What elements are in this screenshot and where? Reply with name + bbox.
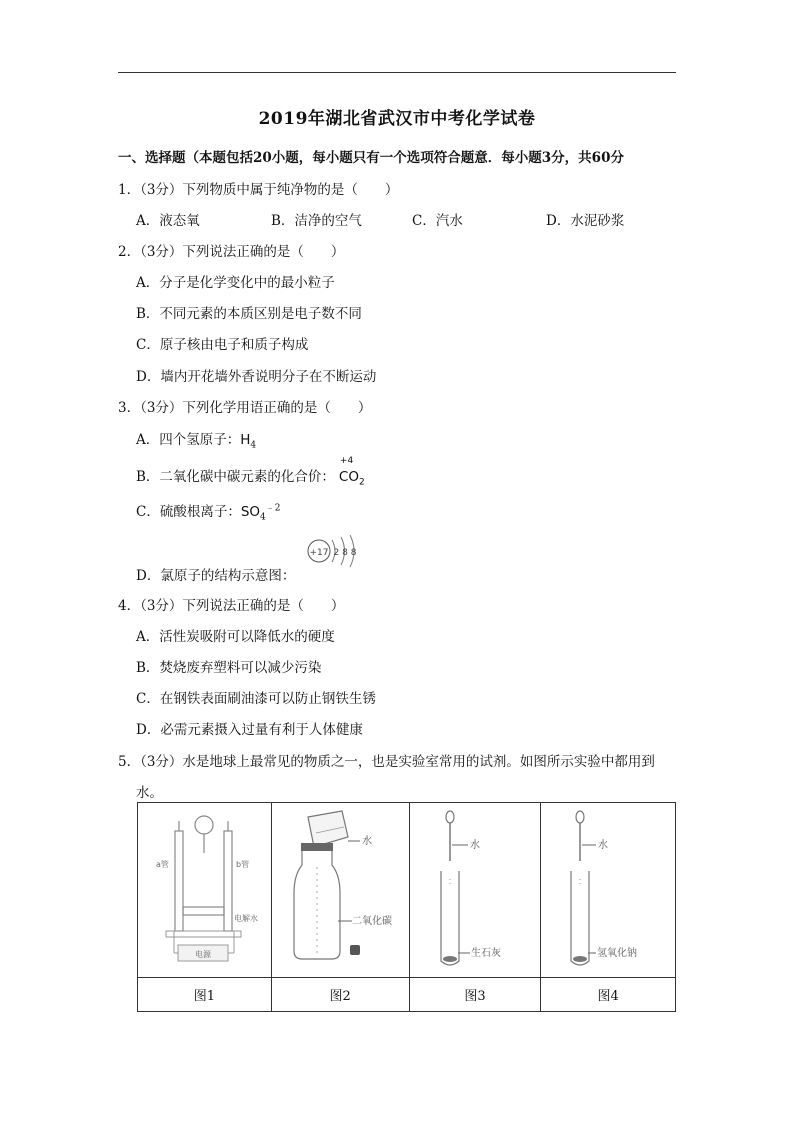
fig1-label-b-tube: b管 — [236, 860, 250, 869]
q2-option-c: C．原子核由电子和质子构成 — [136, 337, 309, 353]
sodium-hydroxide-test-tube-illustration — [542, 803, 674, 973]
fig2-label-carbon-dioxide: 二氧化碳 — [352, 916, 393, 927]
q1-option-c: C．汽水 — [412, 213, 463, 229]
q2-option-b: B．不同元素的本质区别是电子数不同 — [136, 306, 362, 322]
fig1-label-power-source: 电源 — [195, 950, 212, 959]
figure-2-cell — [271, 803, 409, 978]
q2-option-a: A．分子是化学变化中的最小粒子 — [136, 275, 335, 291]
figure-2-caption: 图2 — [271, 978, 409, 1012]
q1-option-a: A．液态氧 — [136, 213, 200, 229]
electrolysis-apparatus-illustration — [138, 803, 270, 973]
experiment-figure-table — [137, 802, 676, 1012]
co2-bottle-illustration — [272, 803, 408, 973]
fig4-label-sodium-hydroxide: 氢氧化钠 — [597, 948, 638, 959]
q4-option-c: C．在钢铁表面刷油漆可以防止钢铁生锈 — [136, 691, 376, 707]
figure-1-cell — [138, 803, 272, 978]
q3-option-c-formula: SO — [240, 504, 261, 520]
fig2-label-water: 水 — [362, 836, 373, 847]
q3-option-c-superscript: ﹣2 — [265, 503, 281, 514]
q3-option-c-text: C．硫酸根离子： — [136, 504, 241, 520]
q3-option-b-oxygen: O — [348, 469, 359, 485]
q3-option-b-carbon: C — [338, 469, 349, 485]
q3-option-b-subscript: 2 — [359, 477, 365, 488]
chlorine-atom-structure-diagram — [300, 534, 364, 576]
question-1-options — [136, 209, 676, 227]
question-1-stem: 1．（3分）下列物质中属于纯净物的是（ ） — [118, 182, 399, 198]
question-5-stem-line-2: 水。 — [136, 785, 163, 801]
q3-option-a-subscript: 4 — [250, 440, 257, 451]
q3-option-d: D．氯原子的结构示意图： — [136, 568, 296, 584]
section-heading: 一、选择题（本题包括20小题，每小题只有一个选项符合题意．每小题3分，共60分 — [118, 150, 624, 166]
q1-option-d: D．水泥砂浆 — [546, 213, 625, 229]
header-rule — [118, 72, 676, 73]
quicklime-test-tube-illustration — [410, 803, 540, 973]
question-2-stem: 2．（3分）下列说法正确的是（ ） — [118, 244, 345, 260]
q3-option-b-text: B．二氧化碳中碳元素的化合价： — [136, 469, 335, 485]
q3-option-c — [136, 500, 281, 523]
fig3-label-quicklime: 生石灰 — [470, 948, 501, 959]
nucleus-charge-label: +17 — [309, 548, 329, 558]
q1-option-b: B．洁净的空气 — [271, 213, 362, 229]
figure-4-caption: 图4 — [541, 978, 676, 1012]
q3-option-c-subscript: 4 — [260, 512, 266, 523]
page-title: 2019年湖北省武汉市中考化学试卷 — [258, 109, 536, 129]
q3-option-a-formula: H — [240, 432, 251, 448]
fig1-label-a-tube: a管 — [156, 860, 170, 869]
q3-option-b-valence: +4 — [339, 456, 354, 466]
q4-option-b: B．焚烧废弃塑料可以减少污染 — [136, 660, 322, 676]
figure-3-cell — [409, 803, 541, 978]
figure-4-cell — [541, 803, 676, 978]
q3-option-a — [136, 428, 256, 451]
question-5-stem-line-1: 5．（3分）水是地球上最常见的物质之一，也是实验室常用的试剂。如图所示实验中都用到 — [118, 754, 655, 770]
fig3-label-water: 水 — [469, 840, 480, 851]
figure-1-caption: 图1 — [138, 978, 272, 1012]
figure-3-caption: 图3 — [409, 978, 541, 1012]
electron-shell-counts: 2 8 8 — [333, 548, 357, 558]
q3-option-b — [136, 456, 365, 488]
question-3-stem: 3．（3分）下列化学用语正确的是（ ） — [118, 400, 372, 416]
fig1-label-electrolysis-water: 电解水 — [234, 914, 259, 923]
question-4-stem: 4．（3分）下列说法正确的是（ ） — [118, 598, 345, 614]
fig4-label-water: 水 — [598, 840, 609, 851]
q4-option-a: A．活性炭吸附可以降低水的硬度 — [136, 629, 335, 645]
q4-option-d: D．必需元素摄入过量有利于人体健康 — [136, 722, 363, 738]
q3-option-a-text: A．四个氢原子： — [136, 432, 241, 448]
q2-option-d: D．墙内开花墙外香说明分子在不断运动 — [136, 369, 377, 385]
